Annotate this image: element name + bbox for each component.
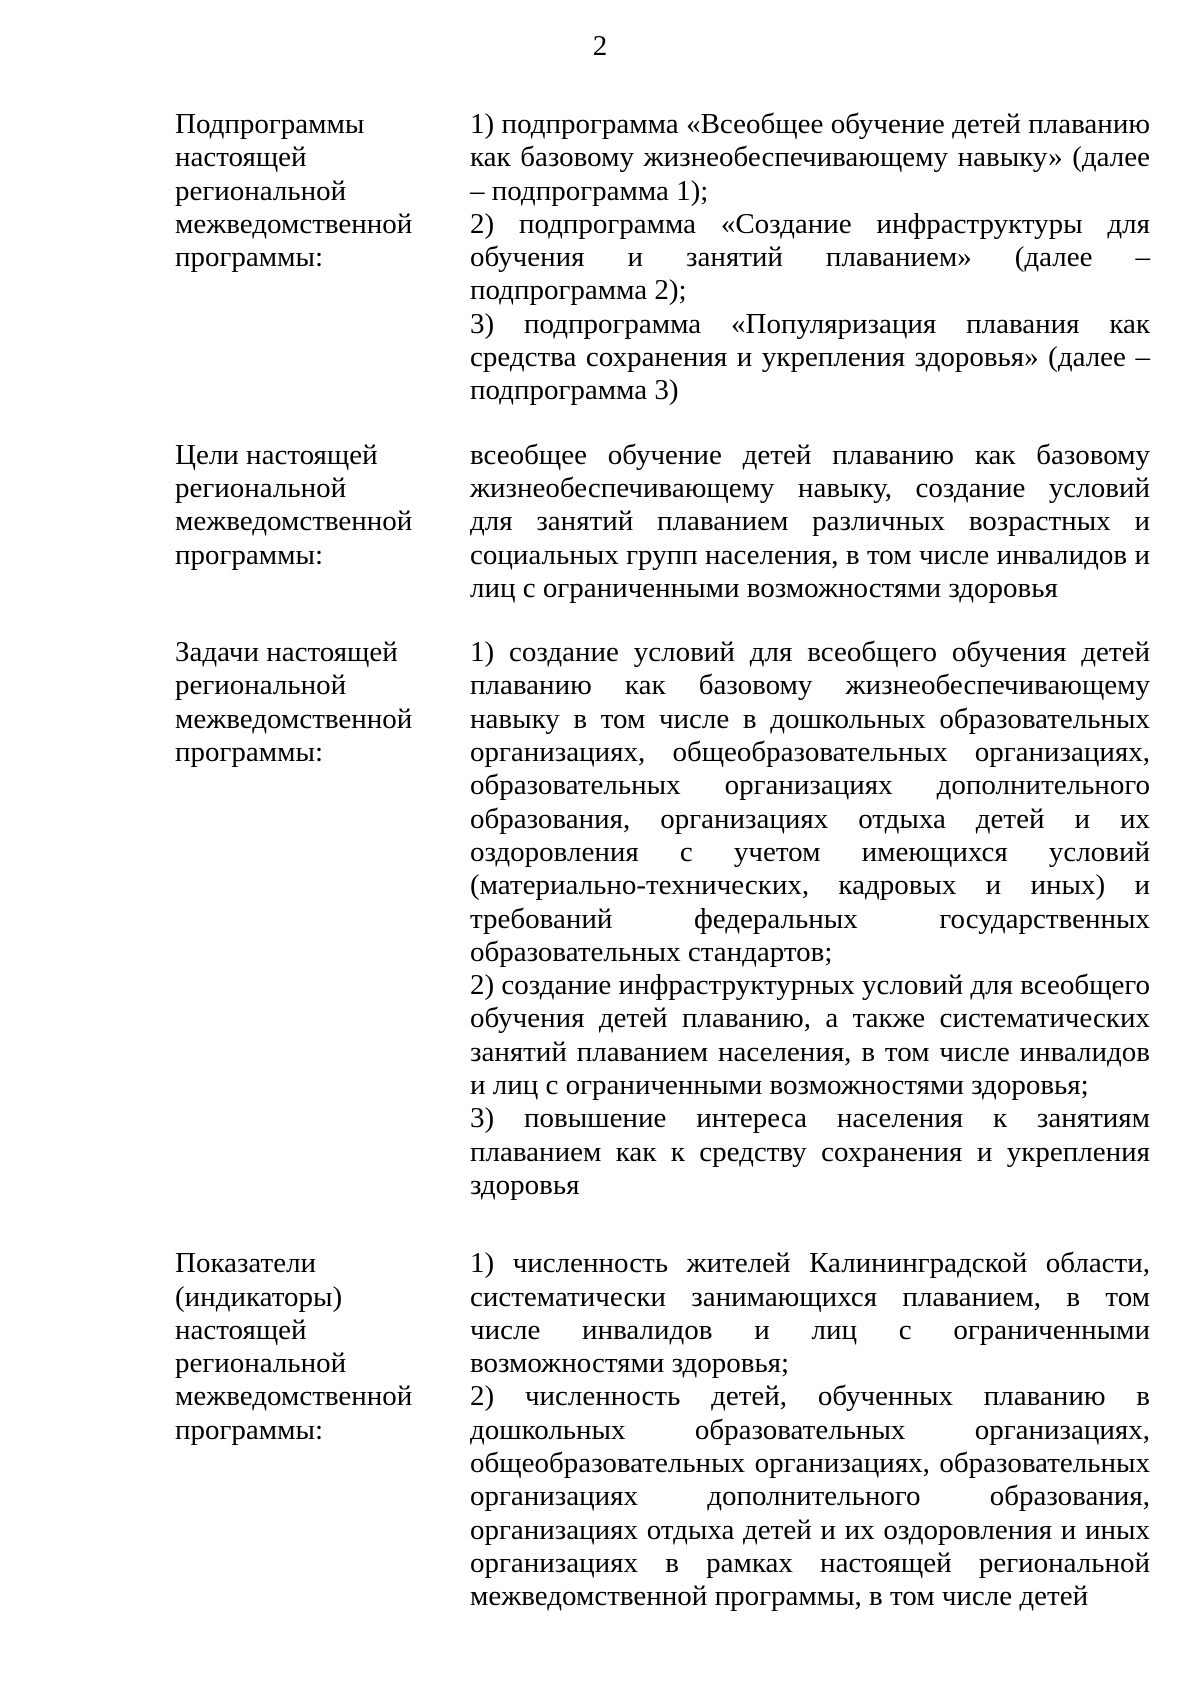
list-item: 1) подпрограмма «Всеобщее обучение детей плаванию как базовому жизнеобеспечивающему навыку» (далее – подпрограмма 1); [470, 108, 1150, 207]
list-item: 3) подпрограмма «Популяризация плавания как средства сохранения и укрепления здоровья» (далее – подпрограмма 3) [470, 307, 1150, 407]
section-label: Показатели (индикаторы) настоящей региональной межведомственной программы: [175, 1247, 413, 1446]
list-item: 1) численность жителей Калининградской области, систематически занимающихся плаванием, в том числе инвалидов и лиц с ограниченными возможностями здоровья; [470, 1247, 1150, 1380]
list-item: 3) повышение интереса населения к занятиям плаванием как к средству сохранения и укрепления здоровья [470, 1102, 1150, 1201]
passport-table [175, 108, 1150, 1613]
section-label: Подпрограммы настоящей региональной межведомственной программы: [175, 108, 413, 274]
section-body [470, 108, 1150, 408]
section-body [470, 636, 1150, 1202]
section-body [470, 439, 1150, 605]
list-item: 2) создание инфраструктурных условий для всеобщего обучения детей плаванию, а также систематических занятий плаванием населения, в том числе инвалидов и лиц с ограниченными возможностями здоровья; [470, 969, 1150, 1102]
list-item: 2) численность детей, обученных плаванию в дошкольных образовательных организациях, общеобразовательных организациях, образовательных организациях дополнительного образования, организациях отдыха детей и их оздоровления и иных организациях в рамках настоящей региональной межведомственной программы, в том числе детей [470, 1380, 1150, 1613]
page-number: 2 [592, 30, 608, 62]
section-tasks [175, 636, 1150, 1202]
section-label: Задачи настоящей региональной межведомственной программы: [175, 636, 413, 769]
section-body [470, 1247, 1150, 1613]
list-item: всеобщее обучение детей плаванию как базовому жизнеобеспечивающему навыку, создание условий для занятий плаванием различных возрастных и социальных групп населения, в том числе инвалидов и лиц с ограниченными возможностями здоровья [470, 438, 1150, 604]
section-label: Цели настоящей региональной межведомственной программы: [175, 438, 413, 571]
section-indicators [175, 1247, 1150, 1613]
section-goals [175, 439, 1150, 605]
section-subprograms [175, 108, 1150, 408]
list-item: 2) подпрограмма «Создание инфраструктуры для обучения и занятий плаванием» (далее – подпрограмма 2); [470, 207, 1150, 307]
list-item: 1) создание условий для всеобщего обучения детей плаванию как базовому жизнеобеспечивающему навыку в том числе в дошкольных образовательных организациях, общеобразовательных организациях, образовательных организациях дополнительного образования, организациях отдыха детей и их оздоровления с учетом имеющихся условий (материально-технических, кадровых и иных) и требований федеральных государственных образовательных стандартов; [470, 636, 1150, 968]
